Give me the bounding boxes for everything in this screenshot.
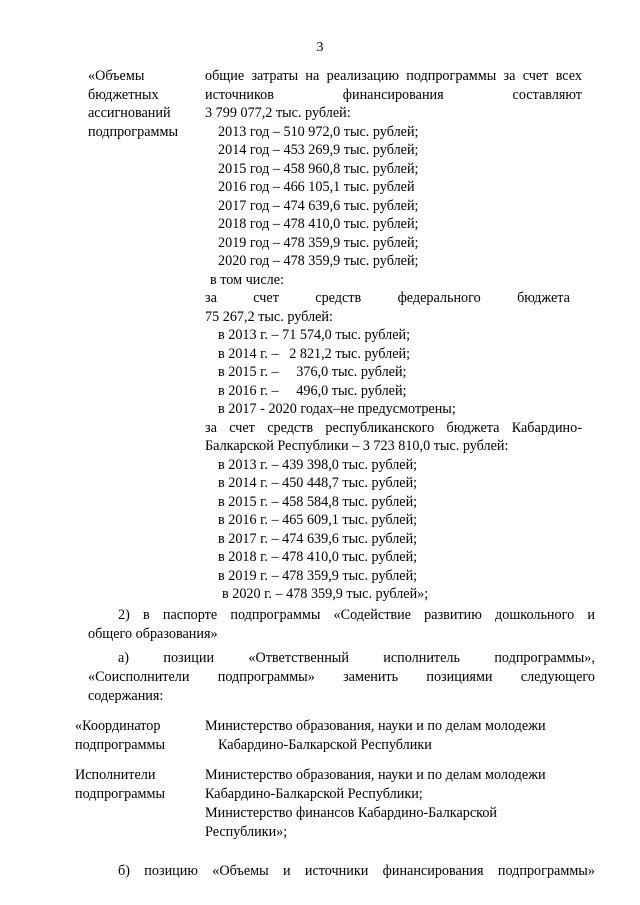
budget-label-line: бюджетных — [88, 86, 159, 103]
year-line: 2016 год – 466 105,1 тыс. рублей — [218, 179, 415, 195]
federal-line: за счет средств федерального бюджета — [205, 290, 570, 306]
year-line: 2019 год – 478 359,9 тыс. рублей; — [218, 234, 419, 251]
republic-year-line: в 2014 г. – 450 448,7 тыс. рублей; — [218, 475, 418, 491]
year-line: 2020 год – 478 359,9 тыс. рублей; — [218, 253, 419, 269]
republic-year-line: в 2020 г. – 478 359,9 тыс. рублей»; — [222, 586, 429, 602]
executors-value: Республики»; — [205, 824, 288, 840]
coordinator-label: «Координатор — [75, 718, 161, 734]
budget-label-line: «Объемы — [88, 68, 145, 84]
federal-year-line: в 2013 г. – 71 574,0 тыс. рублей; — [218, 327, 411, 343]
total-amount: 3 799 077,2 тыс. рублей: — [205, 105, 351, 121]
year-line: 2015 год – 458 960,8 тыс. рублей; — [218, 160, 419, 177]
executors-label: подпрограммы — [75, 786, 165, 802]
including-label: в том числе: — [210, 271, 284, 288]
item-2a-line-2: «Соисполнители подпрограммы» заменить позициями следующего — [88, 669, 595, 685]
year-line: 2018 год – 478 410,0 тыс. рублей; — [218, 216, 419, 232]
republic-year-line: в 2018 г. – 478 410,0 тыс. рублей; — [218, 549, 418, 565]
republic-year-line: в 2015 г. – 458 584,8 тыс. рублей; — [218, 493, 418, 510]
federal-total: 75 267,2 тыс. рублей: — [205, 308, 333, 325]
republic-year-line: в 2013 г. – 439 398,0 тыс. рублей; — [218, 456, 418, 473]
federal-year-line: в 2017 - 2020 годах–не предусмотрены; — [218, 401, 456, 417]
republic-year-line: в 2016 г. – 465 609,1 тыс. рублей; — [218, 512, 418, 528]
republic-line: за счет средств республиканского бюджета Кабардино- — [205, 419, 582, 436]
coordinator-label: подпрограммы — [75, 737, 165, 753]
executors-value: Министерство образования, науки и по делам молодежи — [205, 767, 546, 783]
federal-year-line: в 2015 г. – 376,0 тыс. рублей; — [218, 364, 407, 380]
coordinator-value: Кабардино-Балкарской Республики — [218, 737, 432, 753]
coordinator-value: Министерство образования, науки и по делам молодежи — [205, 718, 546, 734]
federal-year-line: в 2014 г. – 2 821,2 тыс. рублей; — [218, 345, 411, 362]
executors-value: Министерство финансов Кабардино-Балкарской — [205, 805, 498, 821]
federal-year-line: в 2016 г. – 496,0 тыс. рублей; — [218, 382, 407, 399]
item-2a-line-3: содержания: — [88, 688, 164, 704]
executors-value: Кабардино-Балкарской Республики; — [205, 786, 423, 802]
year-line: 2014 год – 453 269,9 тыс. рублей; — [218, 142, 419, 158]
republic-year-line: в 2017 г. – 474 639,6 тыс. рублей; — [218, 530, 418, 547]
item-2-line: 2) в паспорте подпрограммы «Содействие развитию дошкольного и — [118, 607, 595, 623]
intro-line: общие затраты на реализацию подпрограммы за счет всех — [205, 68, 582, 84]
year-line: 2013 год – 510 972,0 тыс. рублей; — [218, 123, 419, 140]
item-2b-line: б) позицию «Объемы и источники финансирования подпрограммы» — [118, 863, 595, 879]
page-number: 3 — [316, 40, 324, 55]
budget-label-line: подпрограммы — [88, 123, 178, 140]
year-line: 2017 год – 474 639,6 тыс. рублей; — [218, 197, 419, 214]
executors-label: Исполнители — [75, 767, 156, 783]
republic-line-2: Балкарской Республики – 3 723 810,0 тыс. рублей: — [205, 438, 509, 454]
item-2a-line: а) позиции «Ответственный исполнитель подпрограммы», — [118, 650, 595, 666]
republic-year-line: в 2019 г. – 478 359,9 тыс. рублей; — [218, 567, 418, 584]
intro-line-2: источников финансирования составляют — [205, 86, 582, 103]
budget-label-line: ассигнований — [88, 105, 171, 121]
item-2-line-2: общего образования» — [88, 626, 218, 642]
